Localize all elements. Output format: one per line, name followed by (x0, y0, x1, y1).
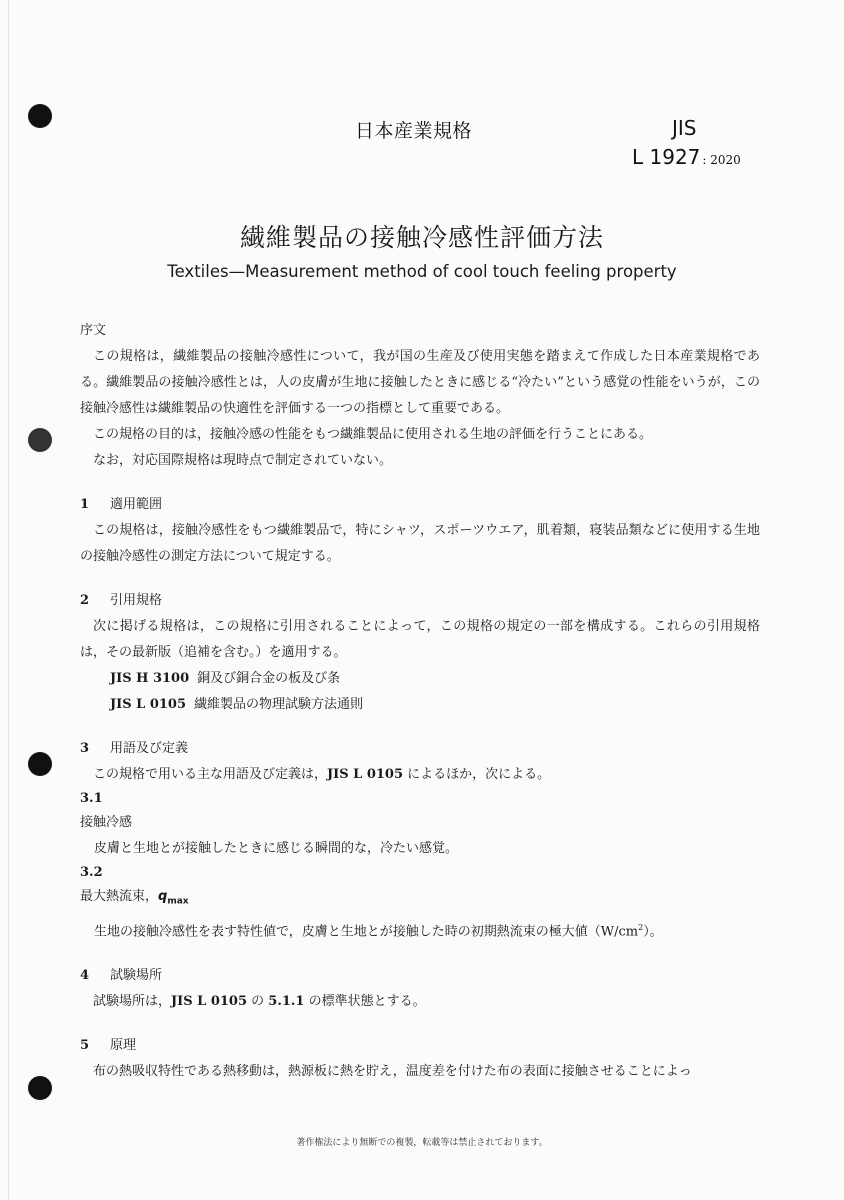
definition-number: 3.1 (80, 791, 103, 806)
section-3-heading: 3 用語及び定義 (80, 741, 189, 756)
document-body (80, 318, 760, 1085)
section-5-paragraph: 布の熱吸収特性である熱移動は，熱源板に熱を貯え，温度差を付けた布の表面に接触させることによっ (93, 1063, 692, 1079)
reference-item: JIS H 3100 銅及び銅合金の板及び条 (110, 671, 341, 686)
section-4-heading: 4 試験場所 (80, 967, 163, 983)
section-2-paragraph: 次に掲げる規格は，この規格に引用されることによって，この規格の規定の一部を構成する。これらの引用規格は，その最新版（追補を含む。）を適用する。 (80, 619, 760, 660)
section-5-heading: 5 原理 (80, 1037, 137, 1053)
header-jis: JIS (672, 116, 697, 140)
section-1-paragraph: この規格は，接触冷感性をもつ繊維製品で，特にシャツ，スポーツウエア，肌着類，寝装品類などに使用する生地の接触冷感性の測定方法について規定する。 (80, 523, 760, 564)
document-title-en: Textiles—Measurement method of cool touch feeling property (167, 262, 677, 281)
preface-paragraph-1: この規格は，繊維製品の接触冷感性について，我が国の生産及び使用実態を踏まえて作成した日本産業規格である。繊維製品の接触冷感性とは，人の皮膚が生地に接触したときに感じる“冷たい”という感覚の性能をいうが，この接触冷感性は繊維製品の快適性を評価する一つの指標として重要である。 (80, 349, 760, 416)
definition-text: 生地の接触冷感性を表す特性値で，皮膚と生地とが接触した時の初期熱流束の極大値$(W/cm^2)$。 (94, 922, 663, 939)
section-3-paragraph: この規格で用いる主な用語及び定義は，JIS L 0105 によるほか，次による。 (93, 767, 551, 782)
punch-hole (28, 1076, 52, 1100)
definition-number: 3.2 (80, 865, 103, 880)
preface-paragraph-3: なお，対応国際規格は現時点で制定されていない。 (93, 453, 393, 468)
definition-text: 皮膚と生地とが接触したときに感じる瞬間的な，冷たい感覚。 (94, 841, 459, 856)
preface-paragraph-2: この規格の目的は，接触冷感の性能をもつ繊維製品に使用される生地の評価を行うことにある。 (93, 427, 653, 442)
document-title-jp: 繊維製品の接触冷感性評価方法 (239, 223, 604, 252)
header-title: 日本産業規格 (355, 120, 473, 142)
standard-year: : 2020 (702, 153, 741, 167)
header-number (632, 145, 741, 169)
punch-hole (28, 752, 52, 776)
standard-number: L 1927 (632, 145, 701, 169)
definition-term: 接触冷感 (80, 815, 133, 830)
section-2-heading: 2 引用規格 (80, 593, 163, 608)
page-edge (8, 0, 9, 1200)
reference-item: JIS L 0105 繊維製品の物理試験方法通則 (110, 697, 364, 712)
copyright-footer: 著作権法により無断での複製，転載等は禁止されております。 (296, 1138, 548, 1148)
definition-term: 最大熱流束，$q_{max}$ (80, 889, 189, 907)
section-4-paragraph: 試験場所は，JIS L 0105 の 5.1.1 の標準状態とする。 (93, 993, 426, 1009)
section-1-heading: 1 適用範囲 (80, 497, 163, 512)
preface-heading: 序文 (80, 323, 107, 338)
punch-hole (28, 104, 52, 128)
punch-hole (28, 428, 52, 452)
